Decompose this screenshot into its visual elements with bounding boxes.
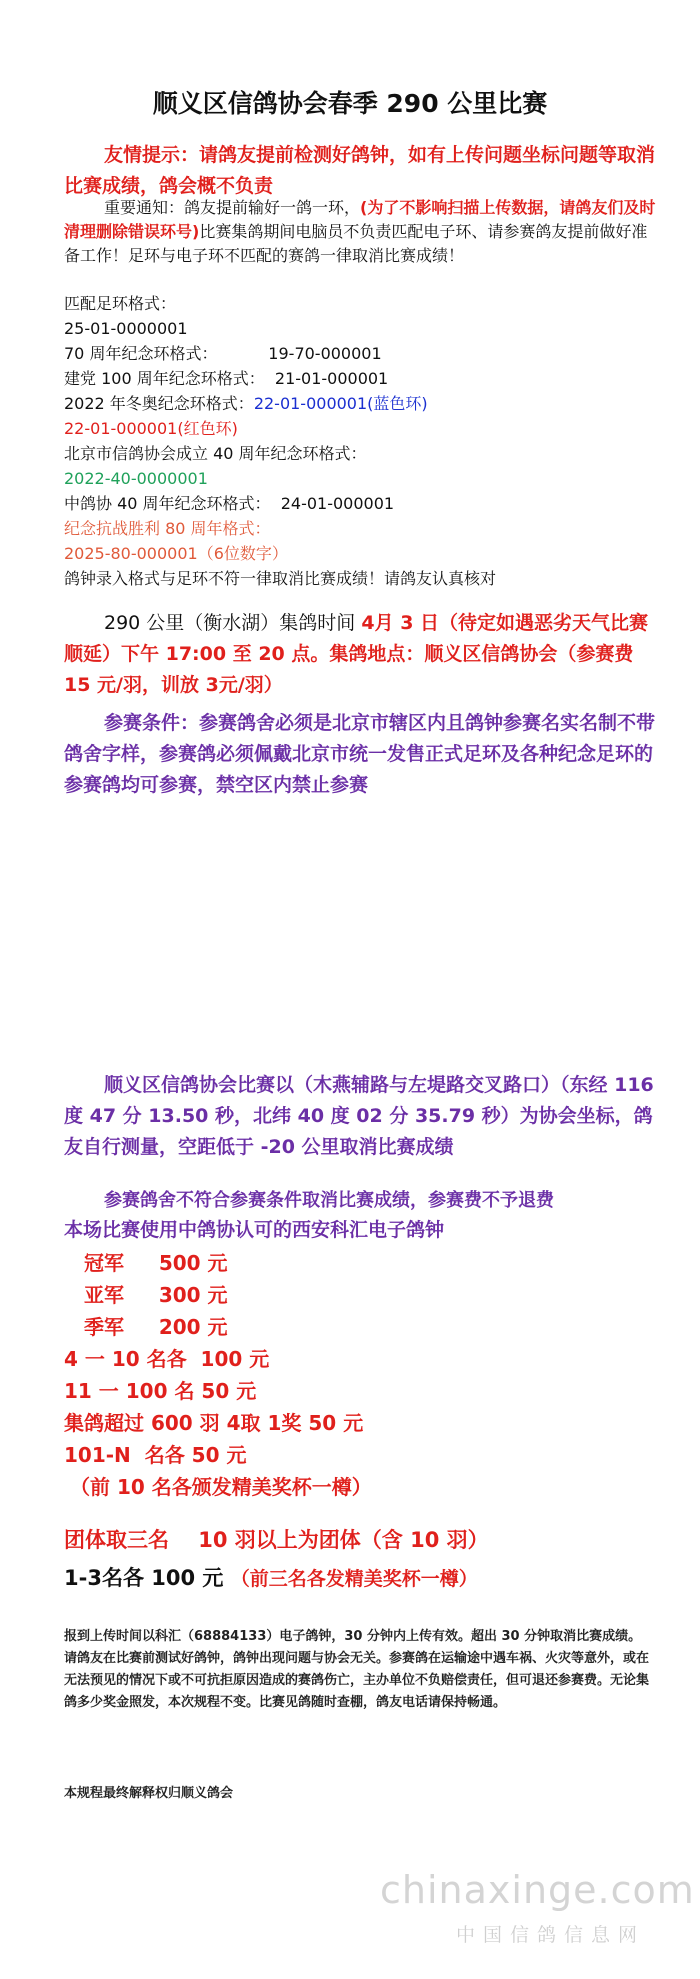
prize-101-n: 101-N 名各 50 元 <box>64 1443 247 1467</box>
collection-highlight: 4月 3 日（待定如遇恶劣天气比赛顺延）下午 17:00 至 20 点。集鸽地点：顺义区信鸽协会（参赛费 15 元/羽，训放 3元/羽） <box>64 612 649 696</box>
entry-conditions: 参赛条件：参赛鸽舍必须是北京市辖区内且鸽钟参赛名实名制不带鸽舍字样，参赛鸽必须佩戴北京市统一发售正式足环及各种纪念足环的参赛鸽均可参赛，禁空区内禁止参赛 <box>64 712 656 796</box>
clock-info: 本场比赛使用中鸽协认可的西安科汇电子鸽钟 <box>64 1219 445 1241</box>
friendly-tip: 友情提示：请鸽友提前检测好鸽钟，如有上传问题坐标问题等取消比赛成绩，鸽会概不负责 <box>64 144 656 197</box>
prize-4-10: 4 一 10 名各 100 元 <box>64 1347 270 1371</box>
watermark-site: chinaxinge.com <box>380 1868 695 1912</box>
prize-third: 季军 200 元 <box>84 1315 228 1339</box>
winter-blue-ring: 22-01-000001(蓝色环) <box>253 394 428 413</box>
final-note: 本规程最终解释权归顺义鸽会 <box>64 1786 234 1801</box>
winter-format-label: 2022 年冬奥纪念环格式： <box>64 394 254 413</box>
prize-over-600: 集鸽超过 600 羽 4取 1奖 50 元 <box>64 1411 364 1435</box>
beijing40-format-label: 北京市信鸽协会成立 40 周年纪念环格式： <box>64 444 367 463</box>
rules-text: 报到上传时间以科汇（68884133）电子鸽钟，30 分钟内上传有效。超出 30 分钟取消比赛成绩。请鸽友在比赛前测试好鸽钟，鸽钟出现问题与协会无关。参赛鸽在运输途中遇车祸、火灾等意外，或在无法预见的情况下或不可抗拒原因造成的赛鸽伤亡，主办单位不负赔偿责任，但可退还参赛费。无论集鸽多少奖金照发，本次规程不变。比赛见鸽随时查棚，鸽友电话请保持畅通。 <box>64 1629 650 1710</box>
anniv70-format: 70 周年纪念环格式： 19-70-000001 <box>64 344 382 363</box>
prize-cups: （前 10 名各颁发精美奖杯一樽） <box>70 1475 372 1499</box>
match-format-value: 25-01-0000001 <box>64 319 188 338</box>
victory80-format-label: 纪念抗战胜利 80 周年格式： <box>64 519 271 538</box>
coordinates-info: 顺义区信鸽协会比赛以（木燕辅路与左堤路交叉路口）（东经 116 度 47 分 13.50 秒，北纬 40 度 02 分 35.79 秒）为协会坐标，鸽友自行测量，空距低于 -20 公里取消比赛成绩 <box>64 1074 654 1158</box>
match-format-label: 匹配足环格式： <box>64 294 177 313</box>
team-prize <box>64 1562 478 1592</box>
team-prize-amount: 1-3名各 100 元 <box>64 1566 231 1590</box>
party100-format: 建党 100 周年纪念环格式： 21-01-000001 <box>64 369 389 388</box>
beijing40-format-value: 2022-40-0000001 <box>64 469 208 488</box>
notice-highlight: (为了不影响扫描上传数据，请鸽友们及时清理删除错误环号) <box>64 198 656 241</box>
winter-format <box>64 392 428 416</box>
team-title: 团体取三名 10 羽以上为团体（含 10 羽） <box>64 1528 489 1552</box>
notice-suffix: 比赛集鸽期间电脑员不负责匹配电子环、请参赛鸽友提前做好准备工作！足环与电子环不匹配的赛鸽一律取消比赛成绩！ <box>64 222 648 265</box>
important-notice <box>64 196 660 268</box>
team-prize-note: （前三名各发精美奖杯一樽） <box>230 1568 478 1590</box>
prize-runner-up: 亚军 300 元 <box>84 1283 228 1307</box>
notice-prefix: 重要通知：鸽友提前输好一鸽一环， <box>104 198 361 217</box>
page-title: 顺义区信鸽协会春季 290 公里比赛 <box>152 89 548 118</box>
prize-11-100: 11 一 100 名 50 元 <box>64 1379 257 1403</box>
collection-prefix: 290 公里（衡水湖）集鸽时间 <box>104 612 362 634</box>
watermark-cn: 中国信鸽信息网 <box>456 1924 646 1946</box>
cra40-format: 中鸽协 40 周年纪念环格式： 24-01-000001 <box>64 494 395 513</box>
winter-red-ring: 22-01-000001(红色环) <box>64 419 238 438</box>
victory80-format-value: 2025-80-000001（6位数字） <box>64 544 288 563</box>
collection-info <box>64 608 660 701</box>
prize-champion: 冠军 500 元 <box>84 1251 228 1275</box>
format-warning: 鸽钟录入格式与足环不符一律取消比赛成绩！请鸽友认真核对 <box>64 569 497 588</box>
refund-policy: 参赛鸽舍不符合参赛条件取消比赛成绩，参赛费不予退费 <box>104 1190 554 1211</box>
